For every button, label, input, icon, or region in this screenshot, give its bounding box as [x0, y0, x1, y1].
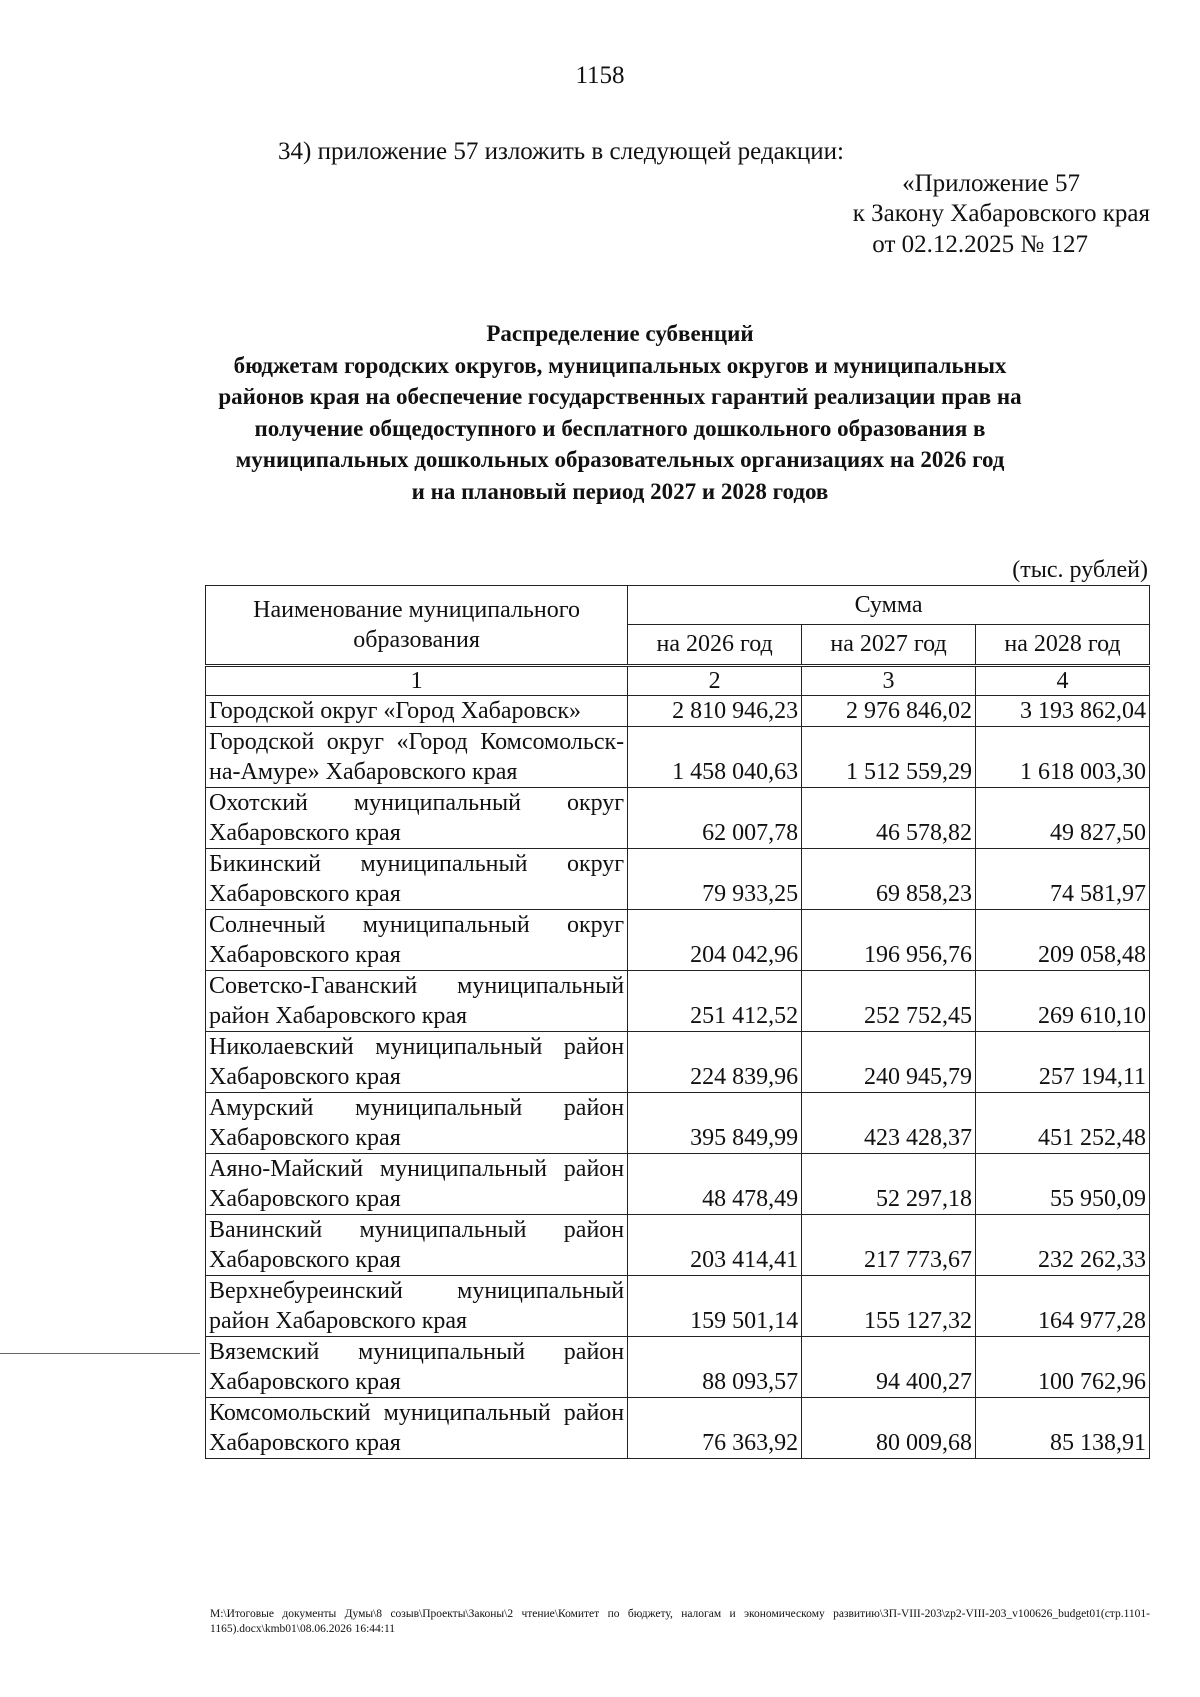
title-line-6: и на плановый период 2027 и 2028 годов — [411, 478, 829, 504]
value-2027: 2 976 846,02 — [802, 696, 976, 727]
header-year-2027: на 2027 год — [802, 625, 976, 666]
page-number: 1158 — [575, 62, 625, 89]
title-line-3: районов края на обеспечение государственных гарантий реализации прав на — [218, 384, 1022, 409]
value-2026: 203 414,41 — [628, 1215, 802, 1276]
value-2027: 94 400,27 — [802, 1337, 976, 1398]
table-row — [206, 1215, 1150, 1276]
value-2027: 69 858,23 — [802, 849, 976, 910]
table-row — [206, 910, 1150, 971]
table-row — [206, 849, 1150, 910]
value-2026: 395 849,99 — [628, 1093, 802, 1154]
value-2027: 52 297,18 — [802, 1154, 976, 1215]
value-2027: 240 945,79 — [802, 1032, 976, 1093]
value-2028: 74 581,97 — [976, 849, 1150, 910]
value-2028: 269 610,10 — [976, 971, 1150, 1032]
municipality-name: Верхнебуреинский муниципальный район Хабаровского края — [206, 1276, 628, 1337]
value-2026: 48 478,49 — [628, 1154, 802, 1215]
value-2026: 79 933,25 — [628, 849, 802, 910]
header-year-2028: на 2028 год — [976, 625, 1150, 666]
title-line-5: муниципальных дошкольных образовательных организациях на 2026 год — [235, 447, 1005, 472]
value-2027: 423 428,37 — [802, 1093, 976, 1154]
value-2026: 62 007,78 — [628, 788, 802, 849]
value-2028: 257 194,11 — [976, 1032, 1150, 1093]
municipality-name: Городской округ «Город Хабаровск» — [206, 696, 628, 727]
value-2026: 88 093,57 — [628, 1337, 802, 1398]
table-row — [206, 1032, 1150, 1093]
title-line-4: получение общедоступного и бесплатного дошкольного образования в — [254, 415, 986, 441]
municipality-name: Городской округ «Город Комсомольск-на-Амуре» Хабаровского края — [206, 727, 628, 788]
value-2028: 100 762,96 — [976, 1337, 1150, 1398]
municipality-name: Амурский муниципальный район Хабаровского края — [206, 1093, 628, 1154]
title-line-1: Распределение субвенций — [486, 321, 754, 346]
value-2028: 49 827,50 — [976, 788, 1150, 849]
appendix-line-2: к Закону Хабаровского края — [852, 200, 1150, 227]
value-2028: 232 262,33 — [976, 1215, 1150, 1276]
value-2026: 224 839,96 — [628, 1032, 802, 1093]
value-2027: 80 009,68 — [802, 1398, 976, 1459]
value-2028: 209 058,48 — [976, 910, 1150, 971]
column-number: 1 — [206, 666, 628, 696]
table-row — [206, 696, 1150, 727]
value-2027: 46 578,82 — [802, 788, 976, 849]
table-row — [206, 788, 1150, 849]
value-2028: 85 138,91 — [976, 1398, 1150, 1459]
appendix-line-3: от 02.12.2025 № 127 — [872, 231, 1088, 258]
header-year-2026: на 2026 год — [628, 625, 802, 666]
value-2026: 159 501,14 — [628, 1276, 802, 1337]
table-row — [206, 971, 1150, 1032]
municipality-name: Николаевский муниципальный район Хабаровского края — [206, 1032, 628, 1093]
table-row — [206, 727, 1150, 788]
value-2026: 1 458 040,63 — [628, 727, 802, 788]
value-2028: 164 977,28 — [976, 1276, 1150, 1337]
subsidy-table — [205, 585, 1150, 1459]
value-2027: 155 127,32 — [802, 1276, 976, 1337]
value-2026: 251 412,52 — [628, 971, 802, 1032]
column-number: 4 — [976, 666, 1150, 696]
value-2026: 76 363,92 — [628, 1398, 802, 1459]
municipality-name: Аяно-Майский муниципальный район Хабаровского края — [206, 1154, 628, 1215]
margin-line — [0, 1353, 200, 1354]
value-2026: 204 042,96 — [628, 910, 802, 971]
title-line-2: бюджетам городских округов, муниципальных округов и муниципальных — [233, 352, 1007, 378]
amendment-intro: 34) приложение 57 изложить в следующей редакции: — [278, 138, 844, 165]
value-2026: 2 810 946,23 — [628, 696, 802, 727]
municipality-name: Советско-Гаванский муниципальный район Хабаровского края — [206, 971, 628, 1032]
municipality-name: Солнечный муниципальный округ Хабаровского края — [206, 910, 628, 971]
column-number: 3 — [802, 666, 976, 696]
appendix-line-1: «Приложение 57 — [902, 170, 1080, 197]
value-2027: 1 512 559,29 — [802, 727, 976, 788]
municipality-name: Бикинский муниципальный округ Хабаровского края — [206, 849, 628, 910]
municipality-name: Комсомольский муниципальный район Хабаровского края — [206, 1398, 628, 1459]
table-row — [206, 1093, 1150, 1154]
value-2027: 217 773,67 — [802, 1215, 976, 1276]
units-label: (тыс. рублей) — [1012, 557, 1148, 583]
header-municipality: Наименование муниципального образования — [206, 586, 628, 666]
value-2028: 451 252,48 — [976, 1093, 1150, 1154]
value-2028: 55 950,09 — [976, 1154, 1150, 1215]
table-row — [206, 1154, 1150, 1215]
column-number-row — [206, 666, 1150, 696]
table-row — [206, 1398, 1150, 1459]
document-title — [150, 318, 1090, 507]
municipality-name: Ванинский муниципальный район Хабаровского края — [206, 1215, 628, 1276]
value-2027: 252 752,45 — [802, 971, 976, 1032]
municipality-name: Вяземский муниципальный район Хабаровского края — [206, 1337, 628, 1398]
value-2028: 3 193 862,04 — [976, 696, 1150, 727]
header-sum: Сумма — [628, 586, 1150, 625]
value-2028: 1 618 003,30 — [976, 727, 1150, 788]
value-2027: 196 956,76 — [802, 910, 976, 971]
table-row — [206, 1337, 1150, 1398]
file-path-footer: M:\Итоговые документы Думы\8 созыв\Проекты\Законы\2 чтение\Комитет по бюджету, налогам и экономическому развитию\ЗП-VIII-203\zp2-VIII-203_v100626_budget01(стр.1101-1165).docx\kmb01\08.06.2026 16:44:11 — [210, 1608, 1150, 1635]
column-number: 2 — [628, 666, 802, 696]
table-row — [206, 1276, 1150, 1337]
municipality-name: Охотский муниципальный округ Хабаровского края — [206, 788, 628, 849]
